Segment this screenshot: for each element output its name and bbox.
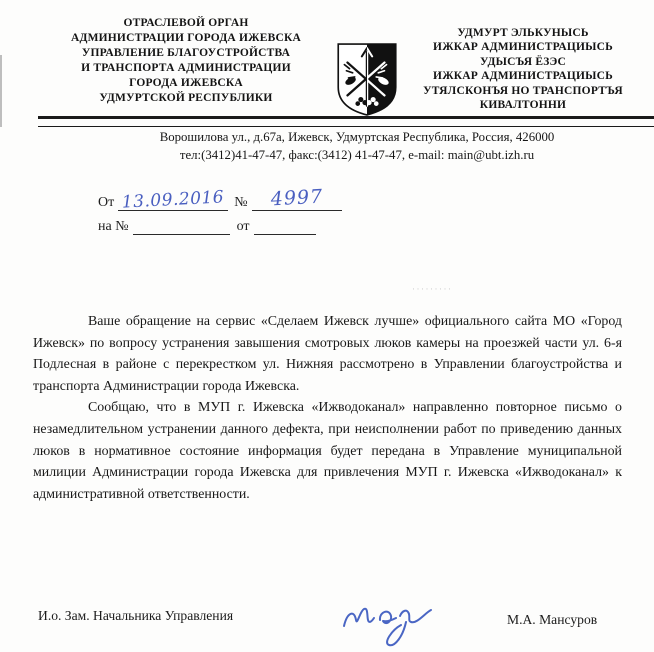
body-paragraph-2: Сообщаю, что в МУП г. Ижевска «Ижводоканал» направленно повторное письмо о незамедлительном устранении данного дефекта, при неисполнении работ по приведению данных люков в нормативное состояние информация будет передана в Управление муниципальной милиции Администрации города Ижевска для привлечения МУП г. Ижевска «Ижводоканал» к административной ответственности. <box>33 400 622 502</box>
incoming-date-blank <box>254 212 316 235</box>
number-label: № <box>234 195 248 210</box>
scan-dots-artifact: ········· <box>412 284 453 294</box>
org-line: УДЫСЪЯ ЁЗЭС <box>480 55 566 68</box>
number-blank <box>252 185 342 211</box>
postal-address: Ворошилова ул., д.67а, Ижевск, Удмуртская Республика, Россия, 426000 <box>159 130 555 144</box>
org-line: ГОРОДА ИЖЕВСКА <box>129 77 243 89</box>
handwritten-signature <box>338 588 450 650</box>
org-line: КИВАЛТОННИ <box>479 99 567 112</box>
org-line: УДМУРТСКОЙ РЕСПУБЛИКИ <box>99 92 273 104</box>
handwritten-date: 13.09.2016 <box>121 187 225 213</box>
reference-row-outgoing <box>98 187 342 211</box>
org-line: УПРАВЛЕНИЕ БЛАГОУСТРОЙСТВА <box>81 47 291 59</box>
reference-block <box>98 187 342 235</box>
org-name-udmurt <box>392 26 654 112</box>
org-name-russian <box>42 16 330 106</box>
from-label: От <box>98 195 115 210</box>
org-line: АДМИНИСТРАЦИИ ГОРОДА ИЖЕВСКА <box>70 32 302 44</box>
org-line: УДМУРТ ЭЛЬКУНЫСЬ <box>457 27 589 39</box>
handwritten-number: 4997 <box>269 185 324 211</box>
of-label: от <box>236 219 250 234</box>
izhevsk-coat-of-arms-icon <box>336 42 398 118</box>
header-rule-thick <box>38 116 654 119</box>
body-paragraph-1: Ваше обращение на сервис «Сделаем Ижевск лучше» официального сайта МО «Город Ижевск» по вопросу устранения завышения смотровых люков камеры на проезжей части ул. 6-я Подлесная в районе с перекрестком ул. Нижняя рассмотрено в Управлении благоустройства и транспорта Администрации города Ижевска. <box>33 314 622 394</box>
header-rule-thin <box>38 126 654 127</box>
letter-body <box>33 311 622 505</box>
incoming-number-blank <box>133 212 230 235</box>
reference-row-incoming <box>98 211 342 235</box>
signer-name: М.А. Мансуров <box>507 612 598 627</box>
org-line: ИЖКАР АДМИНИСТРАЦИЫСЬ <box>433 41 613 54</box>
scan-edge-artifact <box>0 55 2 127</box>
org-line: ОТРАСЛЕВОЙ ОРГАН <box>123 17 249 29</box>
org-line: И ТРАНСПОРТА АДМИНИСТРАЦИИ <box>81 62 291 74</box>
org-line: УТЯЛСКОНЪЯ НО ТРАНСПОРТЪЯ <box>423 84 623 97</box>
date-blank <box>118 188 228 211</box>
org-line: ИЖКАР АДМИНИСТРАЦИЫСЬ <box>433 70 613 83</box>
contact-info <box>60 129 654 164</box>
on-number-label: на № <box>98 219 129 234</box>
signer-title: И.о. Зам. Начальника Управления <box>38 608 234 623</box>
phone-email: тел:(3412)41-47-47, факс:(3412) 41-47-47, e-mail: main@ubt.izh.ru <box>179 147 535 162</box>
